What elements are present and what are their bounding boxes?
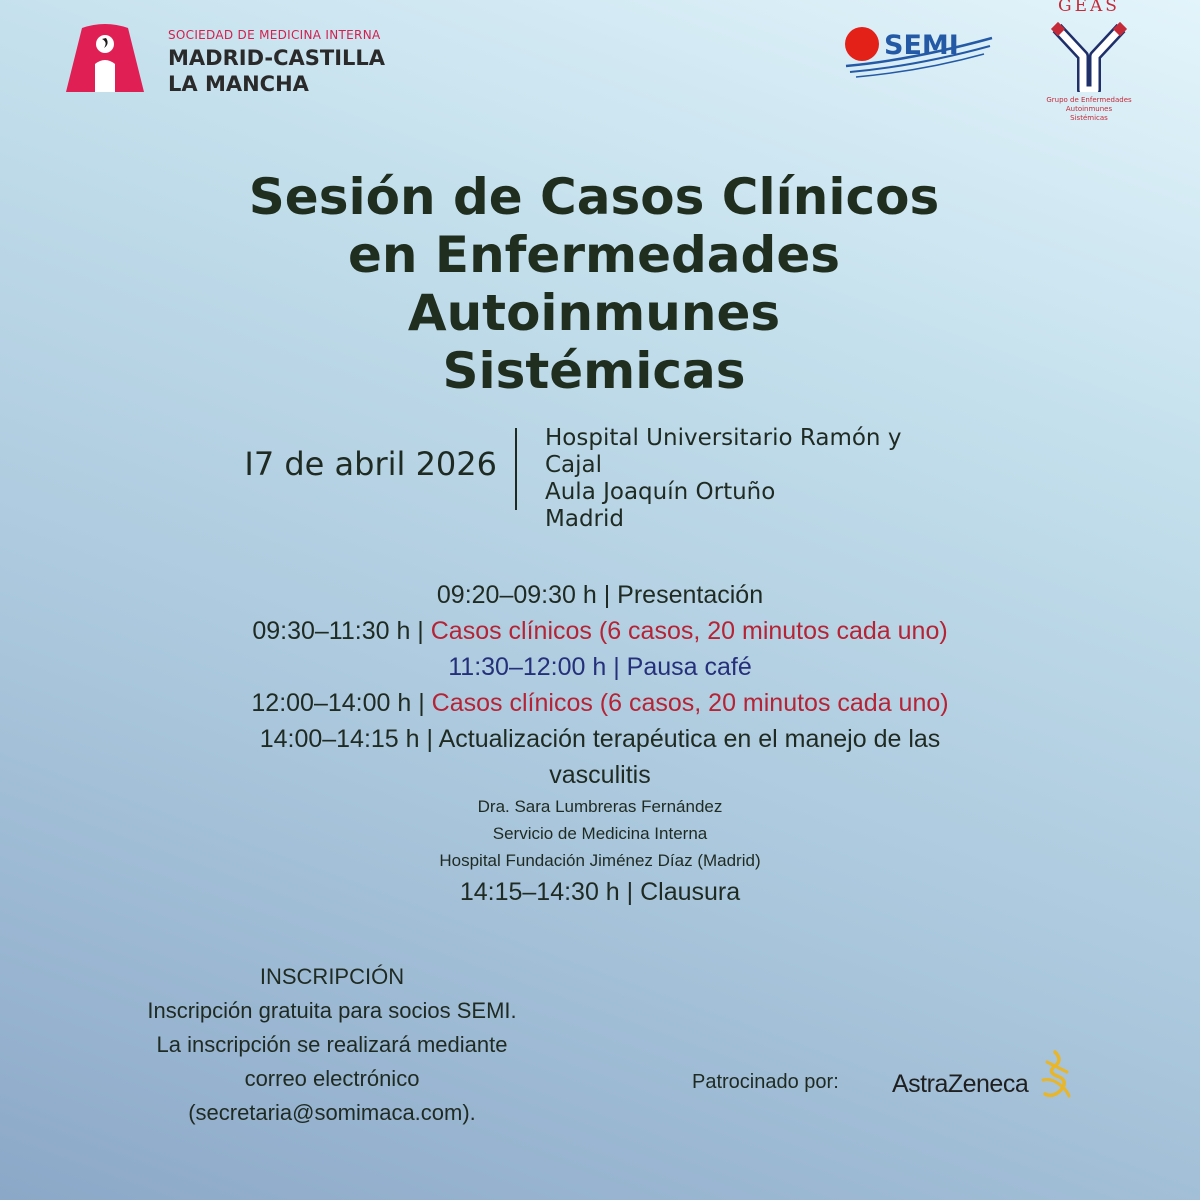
program-text: Casos clínicos (6 casos, 20 minutos cada uno) [431,689,949,717]
program-item-presentacion [100,577,1100,613]
venue-line4: Madrid [545,506,624,532]
venue-line2: Cajal [545,452,603,478]
event-venue [545,425,945,533]
page-title [150,168,1038,400]
program-time: 14:00–14:15 h | [259,725,434,753]
program-item-pausa [100,649,1100,685]
program-time: 09:30–11:30 h | [252,617,424,645]
registration-line3: correo electrónico [244,1066,420,1091]
program-item-casos-1 [100,613,1100,649]
title-line2: en Enfermedades [348,226,840,284]
registration-line2: La inscripción se realizará mediante [156,1032,508,1057]
astrazeneca-wordmark: AstraZeneca [892,1070,1029,1098]
society-name-line2: MADRID-CASTILLA [168,46,386,70]
event-date: I7 de abril 2026 [244,445,497,483]
program-time: 09:20–09:30 h | [436,581,611,609]
title-line3: Autoinmunes [407,284,781,342]
program-text: Clausura [640,878,741,906]
semi-wordmark: SEMI [884,30,959,61]
registration-heading: INSCRIPCIÓN [259,964,405,989]
program-text: Casos clínicos (6 casos, 20 minutos cada uno) [430,617,948,645]
society-name-small: SOCIEDAD DE MEDICINA INTERNA [168,28,381,42]
astrazeneca-logo [892,1050,1077,1105]
geas-caption-line1: Grupo de Enfermedades Autoinmunes [1046,96,1132,113]
title-line4: Sistémicas [442,342,746,400]
society-logo [60,22,400,102]
program-time: 12:00–14:00 h | [251,689,425,717]
program-item-actualizacion [210,721,990,793]
astrazeneca-mark-icon [1037,1050,1073,1100]
society-emblem-icon [60,22,150,94]
program-text: Actualización terapéutica en el manejo de las vasculitis [438,725,941,789]
semi-logo [842,24,997,84]
speaker-name: Dra. Sara Lumbreras Fernández [477,797,723,816]
program-item-clausura [100,874,1100,910]
registration-line1: Inscripción gratuita para socios SEMI. [147,998,517,1023]
speaker-hospital: Hospital Fundación Jiménez Díaz (Madrid) [439,851,761,870]
program-schedule [100,577,1100,910]
title-line1: Sesión de Casos Clínicos [248,168,940,226]
program-item-casos-2 [100,685,1100,721]
society-name-line3: LA MANCHA [168,72,309,96]
date-venue-divider [515,428,517,510]
venue-line1: Hospital Universitario Ramón y [545,425,902,451]
geas-caption [1025,96,1153,123]
venue-line3: Aula Joaquín Ortuño [545,479,776,505]
registration-email: (secretaria@somimaca.com). [188,1100,476,1125]
antibody-icon [1049,20,1129,92]
geas-logo [1025,0,1153,122]
geas-wordmark: GEAS [1058,0,1120,16]
sponsor-label: Patrocinado por: [692,1071,839,1093]
registration-info [92,960,572,1130]
geas-caption-line2: Sistémicas [1070,114,1108,122]
program-time: 14:15–14:30 h | [459,878,634,906]
program-text: 11:30–12:00 h | Pausa café [448,653,752,681]
speaker-service: Servicio de Medicina Interna [492,824,708,843]
program-text: Presentación [617,581,764,609]
